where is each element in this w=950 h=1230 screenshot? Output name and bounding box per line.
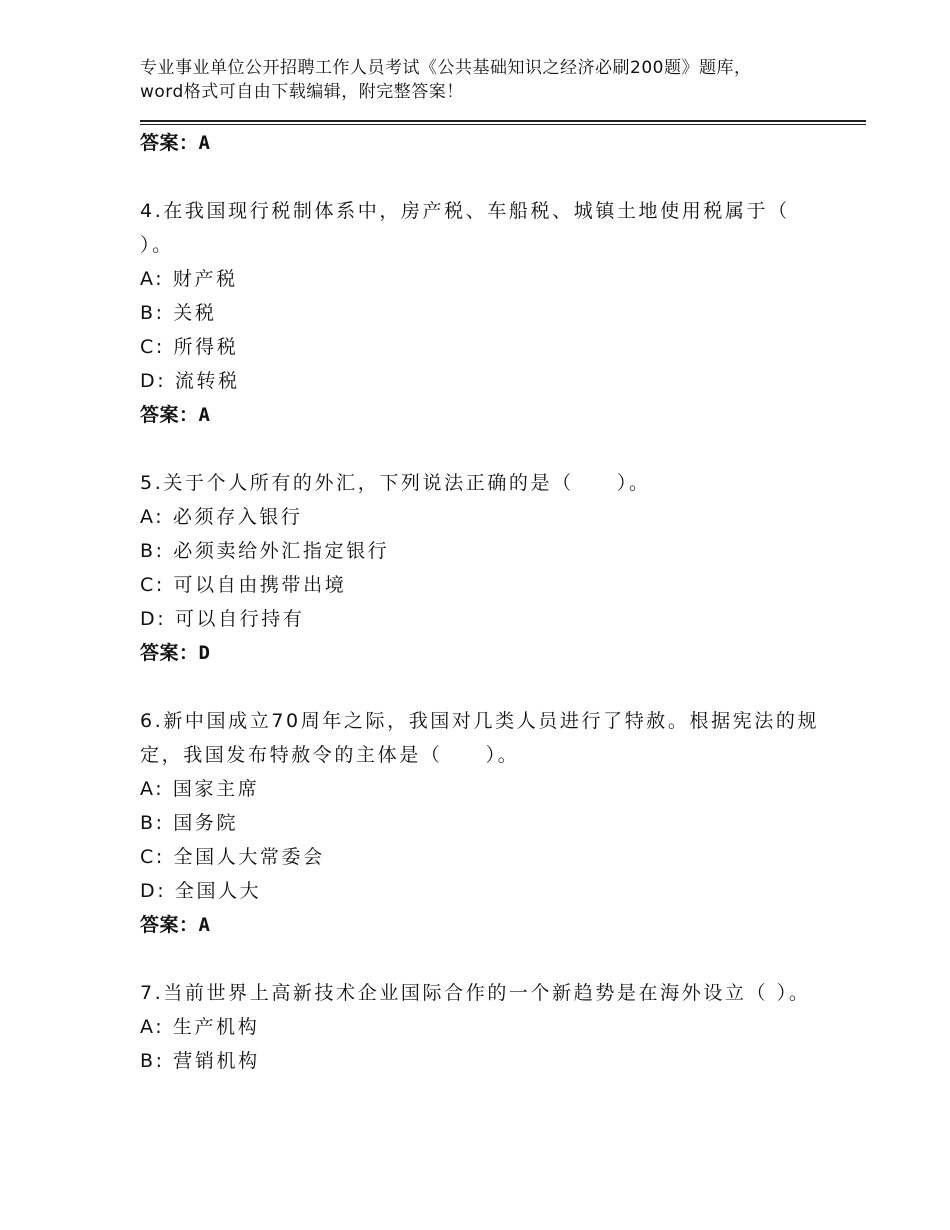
question-text: 6.新中国成立70周年之际，我国对几类人员进行了特赦。根据宪法的规定，我国发布特赦令的主体是（ ）。 [140,710,820,766]
option-text: 必须卖给外汇指定银行 [173,540,390,562]
option-text: 可以自由携带出境 [173,574,347,596]
answer-line: 答案：A [140,132,211,154]
option-key: B: [140,1050,165,1072]
option-text: 必须存入银行 [172,506,303,528]
option-b [140,534,820,568]
option-text: 营销机构 [173,1050,260,1072]
option-text: 生产机构 [172,1016,260,1038]
question-list [140,126,820,1078]
option-b [140,296,820,330]
option-key: A: [140,268,165,290]
option-text: 财产税 [172,268,238,290]
option-key: C: [140,574,165,596]
question-text: 5.关于个人所有的外汇，下列说法正确的是（ ）。 [140,472,651,494]
option-c [140,568,820,602]
question-block [140,466,820,670]
option-text: 国家主席 [172,778,260,800]
option-a [140,500,820,534]
question-text: 7.当前世界上高新技术企业国际合作的一个新趋势是在海外设立（ ）。 [140,982,811,1004]
option-b [140,806,820,840]
header-divider [140,120,866,125]
option-key: D: [140,370,167,392]
option-key: B: [140,302,165,324]
option-key: B: [140,540,165,562]
option-a [140,1010,820,1044]
option-a [140,262,820,296]
option-c [140,840,820,874]
option-text: 关税 [173,302,217,324]
option-key: A: [140,1016,165,1038]
option-d [140,602,820,636]
option-key: C: [140,336,165,358]
option-d [140,874,820,908]
question-block [140,976,820,1078]
question-text: 4.在我国现行税制体系中，房产税、车船税、城镇土地使用税属于（ ）。 [140,200,790,256]
option-a [140,772,820,806]
option-key: D: [140,880,167,902]
answer-line: 答案：A [140,914,211,936]
option-text: 全国人大常委会 [173,846,325,868]
option-text: 流转税 [174,370,240,392]
option-key: A: [140,506,165,528]
option-key: A: [140,778,165,800]
option-key: C: [140,846,165,868]
answer-line: 答案：A [140,404,211,426]
document-header: 专业事业单位公开招聘工作人员考试《公共基础知识之经济必刷200题》题库，word格式可自由下载编辑，附完整答案！ [140,58,752,102]
option-key: B: [140,812,165,834]
option-c [140,330,820,364]
option-key: D: [140,608,167,630]
option-d [140,364,820,398]
answer-line: 答案：D [140,642,211,664]
option-text: 国务院 [173,812,239,834]
option-text: 所得税 [173,336,239,358]
question-block [140,194,820,432]
option-text: 全国人大 [174,880,262,902]
option-b [140,1044,820,1078]
option-text: 可以自行持有 [174,608,305,630]
question-block [140,704,820,942]
